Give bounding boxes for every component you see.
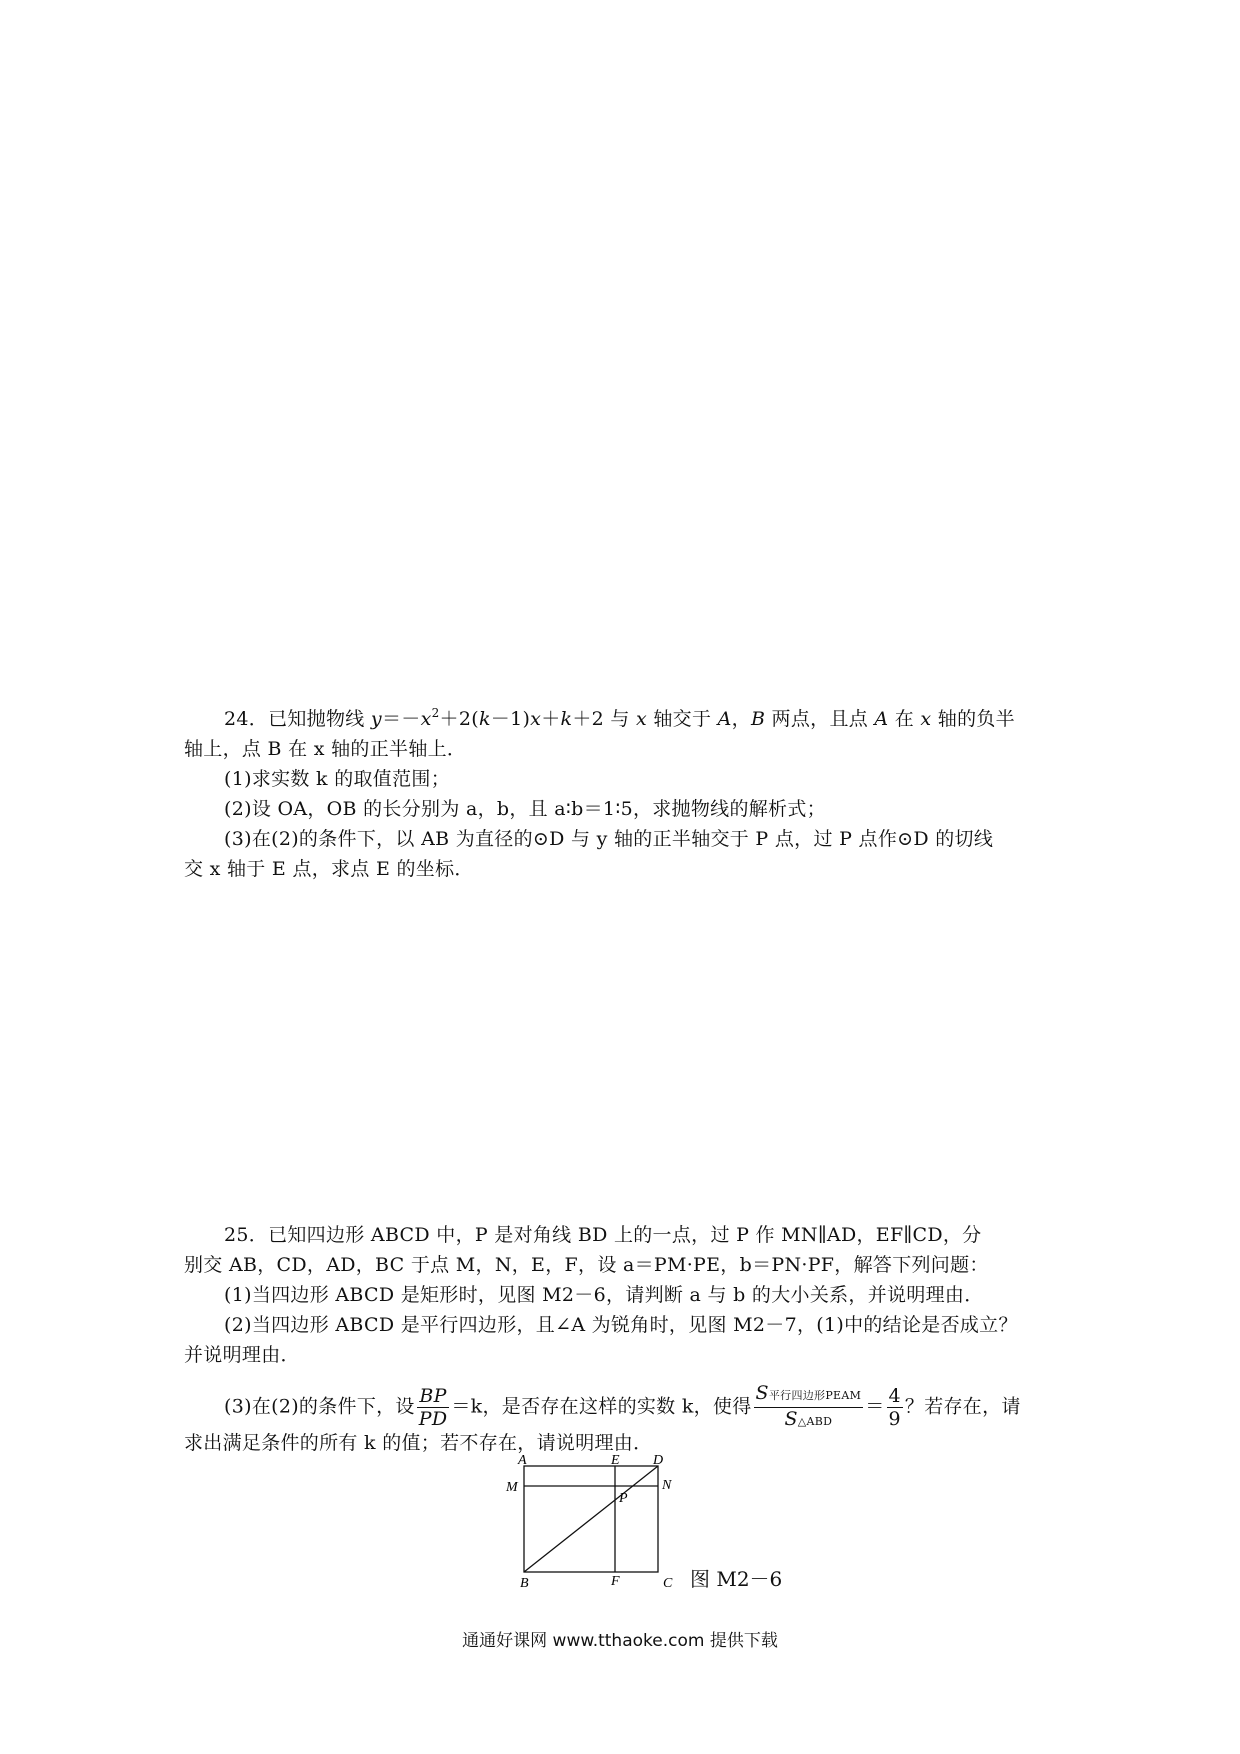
var-x: x: [636, 708, 648, 730]
q25-part2: (2)当四边形 ABCD 是平行四边形，且∠A 为锐角时，见图 M2－7，(1)中的结论是否成立？: [224, 1314, 1018, 1336]
var-k: k: [478, 708, 491, 730]
q24-text: ，: [731, 708, 751, 730]
footer-credit: 通通好课网 www.tthaoke.com 提供下载: [462, 1631, 778, 1651]
var-k: k: [560, 708, 573, 730]
diagonal-bd: [524, 1466, 658, 1572]
q25-text: ＝k，是否存在这样的实数 k，使得: [451, 1395, 752, 1418]
q24-part3: (3)在(2)的条件下，以 AB 为直径的⊙D 与 y 轴的正半轴交于 P 点，过 P 点作⊙D 的切线: [224, 828, 994, 850]
area-subscript: △ABD: [797, 1415, 833, 1428]
q24-part1: (1)求实数 k 的取值范围；: [224, 768, 451, 790]
eq-part: ＋2(: [439, 708, 479, 730]
q24-line2: 轴上，点 B 在 x 轴的正半轴上．: [184, 738, 467, 760]
area-symbol: S: [755, 1382, 769, 1404]
q25-text: ＝: [865, 1395, 885, 1418]
point-A: A: [717, 708, 732, 730]
q25-part3: [224, 1382, 1021, 1433]
q24-text: 24．已知抛物线: [224, 708, 371, 730]
label-P: P: [619, 1491, 628, 1506]
point-B: B: [750, 708, 766, 730]
fraction-4-9: [887, 1385, 903, 1430]
frac-numerator: [754, 1382, 864, 1408]
var-x: x: [920, 708, 932, 730]
figure-caption: 图 M2－6: [690, 1567, 783, 1591]
q24-text: 在: [888, 708, 921, 730]
label-D: D: [653, 1455, 664, 1468]
q24-line1: [224, 706, 1015, 732]
area-symbol: S: [784, 1408, 798, 1430]
point-A: A: [874, 708, 889, 730]
frac-numerator: 4: [888, 1385, 901, 1407]
q25-line1: 25．已知四边形 ABCD 中，P 是对角线 BD 上的一点，过 P 作 MN∥AD，EF∥CD，分: [224, 1224, 982, 1246]
eq-part: ＋2 与: [572, 708, 636, 730]
q25-part1: (1)当四边形 ABCD 是矩形时，见图 M2－6，请判断 a 与 b 的大小关系，并说明理由．: [224, 1284, 984, 1306]
fraction-bp-pd: [417, 1385, 450, 1430]
exponent: 2: [431, 706, 440, 720]
label-M: M: [506, 1480, 518, 1495]
label-B: B: [520, 1576, 529, 1591]
eq-part: －1): [490, 708, 531, 730]
q24-part3-cont: 交 x 轴于 E 点，求点 E 的坐标．: [184, 858, 474, 880]
var-x: x: [530, 708, 542, 730]
label-N: N: [662, 1478, 672, 1493]
area-subscript: 平行四边形PEAM: [768, 1389, 862, 1402]
label-F: F: [611, 1574, 620, 1589]
var-x: x: [420, 708, 432, 730]
eq-part: ＋: [541, 708, 561, 730]
fraction-area-ratio: [754, 1382, 864, 1433]
q24-text: 轴的负半: [931, 708, 1015, 730]
var-y: y: [370, 708, 382, 730]
q24-text: 两点，且点: [765, 708, 875, 730]
frac-numerator: BP: [417, 1385, 450, 1408]
q24-text: 轴交于: [647, 708, 718, 730]
q25-text: (3)在(2)的条件下，设: [224, 1395, 415, 1418]
frac-denominator: [754, 1408, 864, 1433]
eq-part: ＝－: [381, 708, 421, 730]
label-A: A: [518, 1455, 527, 1468]
label-E: E: [611, 1455, 620, 1468]
q25-part2-cont: 并说明理由．: [184, 1344, 300, 1366]
q24-part2: (2)设 OA，OB 的长分别为 a，b，且 a∶b＝1∶5，求抛物线的解析式；: [224, 798, 826, 820]
figure-m2-6: [500, 1455, 700, 1595]
frac-denominator: PD: [418, 1408, 448, 1430]
q25-line2: 别交 AB，CD，AD，BC 于点 M，N，E，F，设 a＝PM·PE，b＝PN·PF，解答下列问题：: [184, 1254, 989, 1276]
frac-denominator: 9: [888, 1408, 901, 1430]
q25-part3-cont: 求出满足条件的所有 k 的值；若不存在，请说明理由．: [184, 1432, 653, 1454]
label-C: C: [663, 1576, 673, 1591]
q25-text: ？若存在，请: [904, 1395, 1021, 1418]
